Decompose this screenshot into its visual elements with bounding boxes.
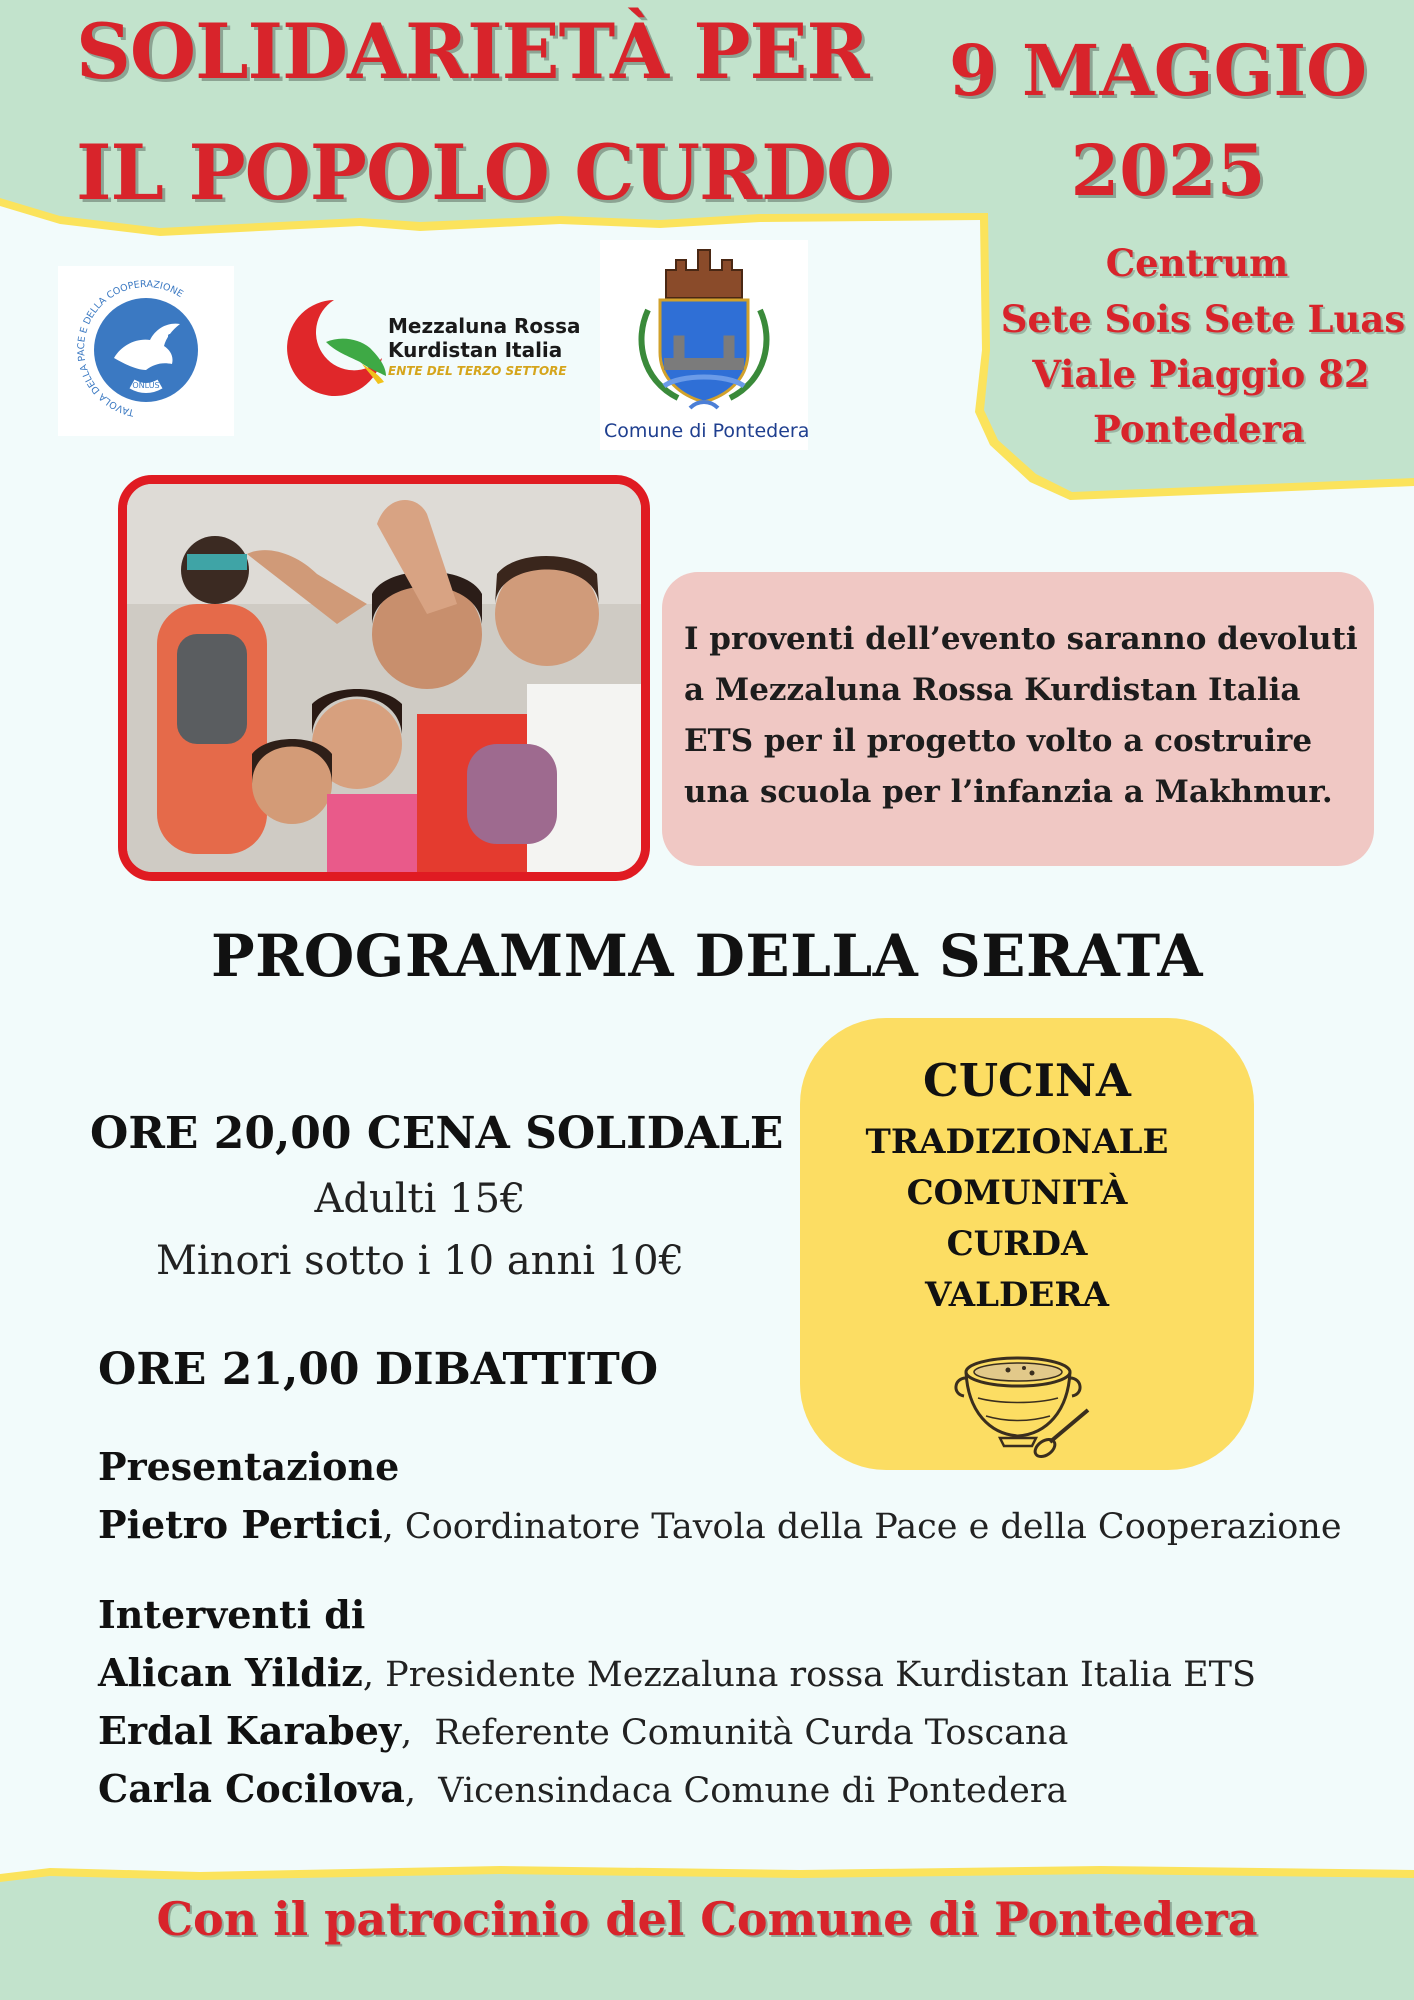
speaker-row: Alican Yildiz, Presidente Mezzaluna rossa Kurdistan Italia ETS — [98, 1650, 1256, 1695]
interventions-label-text: Interventi di — [98, 1592, 366, 1637]
info-text — [684, 614, 1364, 818]
speaker-name: Alican Yildiz — [98, 1650, 363, 1695]
cucina-line: COMUNITÀ — [906, 1173, 1128, 1213]
info-line: una scuola per l’infanzia a Makhmur. — [684, 774, 1333, 810]
venue-line-3: Viale Piaggio 82 — [1032, 352, 1370, 396]
footer-patronage: Con il patrocinio del Comune di Pontedera — [156, 1892, 1258, 1946]
comune-pontedera-logo — [600, 240, 808, 450]
speaker-row: Carla Cocilova, Vicensindaca Comune di Pontedera — [98, 1766, 1068, 1811]
cucina-line: TRADIZIONALE — [865, 1122, 1169, 1162]
presenter-name: Pietro Pertici — [98, 1502, 383, 1547]
tavola-badge: ONLUS — [132, 381, 160, 390]
comune-caption: Comune di Pontedera — [604, 420, 810, 442]
info-line: a Mezzaluna Rossa Kurdistan Italia — [684, 672, 1301, 708]
info-box — [662, 572, 1374, 866]
mezzaluna-subtitle: ENTE DEL TERZO SETTORE — [388, 364, 567, 378]
presenter-role: Coordinatore Tavola della Pace e della Cooperazione — [404, 1507, 1342, 1547]
info-line: ETS per il progetto volto a costruire — [684, 723, 1313, 759]
speaker-row: Erdal Karabey, Referente Comunità Curda Toscana — [98, 1708, 1069, 1753]
mezzaluna-rossa-logo — [282, 296, 592, 402]
program-title: PROGRAMMA DELLA SERATA — [210, 922, 1204, 990]
venue-line-1: Centrum — [1105, 241, 1289, 285]
cucina-line: CURDA — [946, 1224, 1088, 1264]
interventions-label — [98, 1592, 365, 1637]
venue-line-2: Sete Sois Sete Luas — [1000, 297, 1406, 341]
speaker-role: Vicensindaca Comune di Pontedera — [438, 1771, 1068, 1811]
mezzaluna-name-line-2: Kurdistan Italia — [388, 338, 563, 362]
soup-bowl-icon — [950, 1338, 1100, 1460]
date-line-1: 9 MAGGIO — [948, 29, 1368, 112]
presenter-row: Pietro Pertici, Coordinatore Tavola della Pace e della Cooperazione — [98, 1502, 1342, 1547]
title-line-1: SOLIDARIETÀ PER — [76, 7, 869, 96]
date-line-2: 2025 — [1070, 129, 1266, 212]
dinner-heading: ORE 20,00 CENA SOLIDALE — [90, 1108, 784, 1159]
mezzaluna-name-line-1: Mezzaluna Rossa — [388, 314, 581, 338]
speaker-name: Erdal Karabey — [98, 1708, 401, 1753]
tavola-ring-text: TAVOLA DELLA PACE E DELLA COOPERAZIONE — [75, 278, 185, 418]
title-line-2: IL POPOLO CURDO — [76, 128, 892, 217]
children-photo — [118, 475, 650, 881]
cucina-title: CUCINA — [923, 1054, 1131, 1107]
dinner-price-minors: Minori sotto i 10 anni 10€ — [155, 1238, 685, 1284]
tavola-della-pace-logo — [58, 266, 234, 436]
debate-heading: ORE 21,00 DIBATTITO — [98, 1344, 659, 1395]
venue-line-4: Pontedera — [1093, 407, 1305, 451]
crown-icon — [666, 250, 742, 298]
presentation-label — [98, 1444, 399, 1489]
dinner-price-adults: Adulti 15€ — [314, 1176, 526, 1222]
shield-icon — [660, 300, 748, 402]
speaker-role: Referente Comunità Curda Toscana — [434, 1713, 1069, 1753]
info-line: I proventi dell’evento saranno devoluti — [684, 621, 1358, 657]
speaker-role: Presidente Mezzaluna rossa Kurdistan Italia ETS — [385, 1655, 1256, 1695]
cucina-box — [800, 1018, 1254, 1470]
presentation-label-text: Presentazione — [98, 1444, 400, 1489]
speaker-name: Carla Cocilova — [98, 1766, 405, 1811]
cucina-line: VALDERA — [924, 1275, 1110, 1315]
